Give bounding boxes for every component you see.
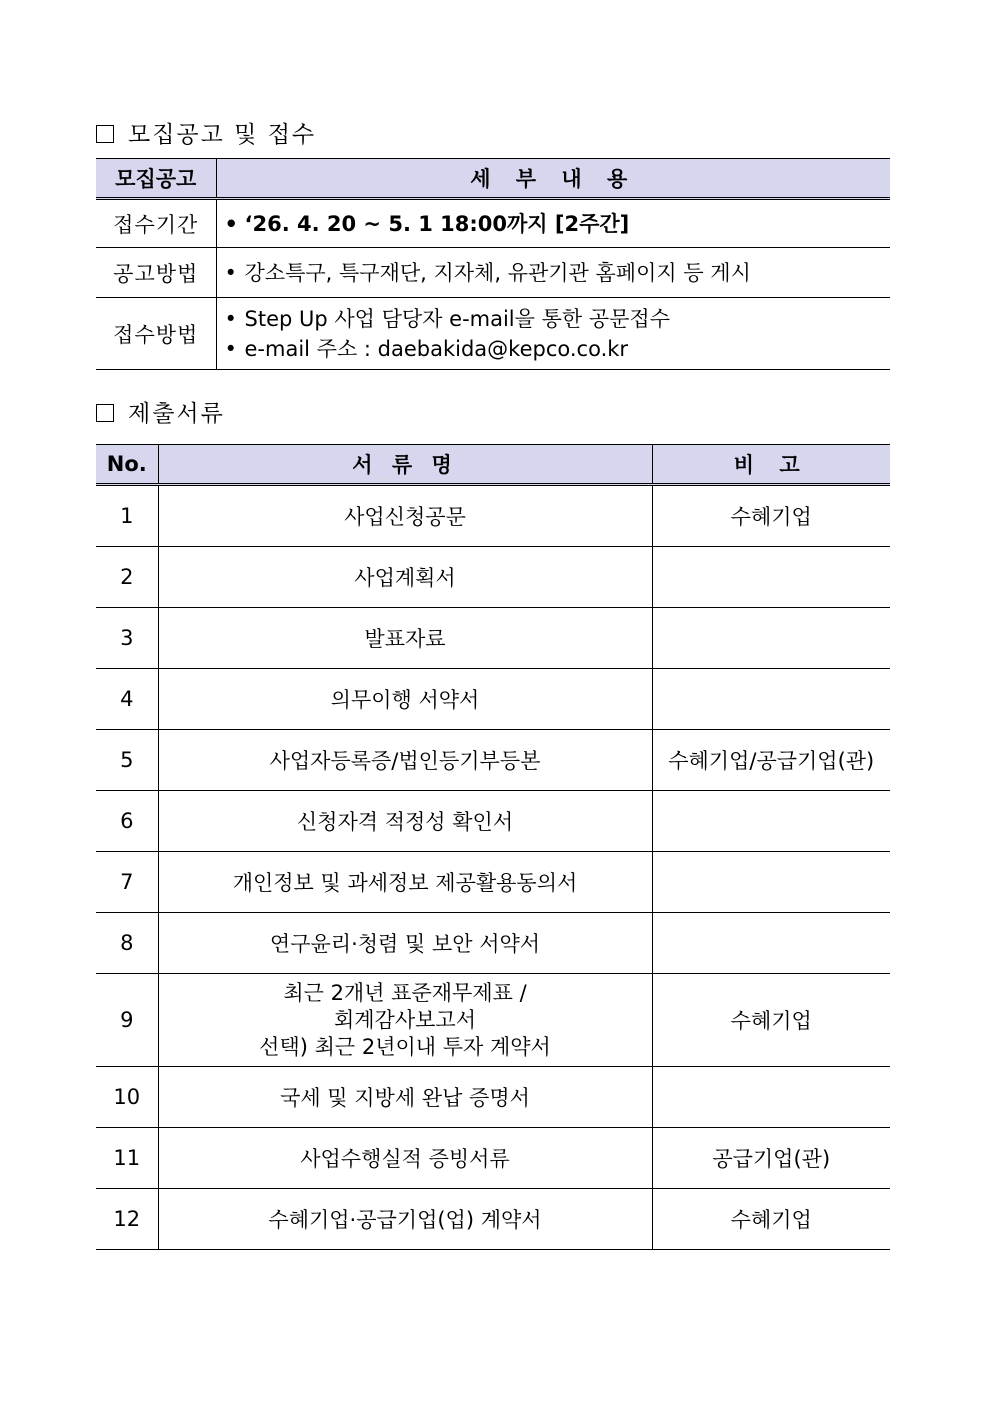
- row-no: 6: [96, 791, 158, 852]
- doc-name-line: 최근 2개년 표준재무제표 /: [283, 980, 527, 1005]
- row-doc-name: 사업신청공문: [158, 485, 652, 547]
- table-header-row: [96, 445, 890, 485]
- table-header-row: [96, 159, 890, 199]
- bullet-icon: •: [224, 260, 237, 285]
- row-label: 공고방법: [96, 248, 216, 298]
- header-cell-note: 비 고: [652, 445, 890, 485]
- row-content: [216, 298, 890, 370]
- row-no: 2: [96, 547, 158, 608]
- row-no: 8: [96, 913, 158, 974]
- table-row: [96, 730, 890, 791]
- row-doc-name: 의무이행 서약서: [158, 669, 652, 730]
- header-cell-details: 세 부 내 용: [216, 159, 890, 199]
- row-note: [652, 547, 890, 608]
- table-row: [96, 913, 890, 974]
- row-no: 9: [96, 974, 158, 1067]
- row-note: [652, 791, 890, 852]
- table-row: [96, 547, 890, 608]
- checkbox-icon: [96, 125, 114, 143]
- row-content: [216, 248, 890, 298]
- row-doc-name: 신청자격 적정성 확인서: [158, 791, 652, 852]
- row-doc-name: [158, 974, 652, 1067]
- table-row: [96, 1128, 890, 1189]
- bullet-icon: •: [224, 211, 238, 236]
- row-no: 1: [96, 485, 158, 547]
- row-no: 4: [96, 669, 158, 730]
- row-no: 5: [96, 730, 158, 791]
- table-row: [96, 1189, 890, 1250]
- row-no: 11: [96, 1128, 158, 1189]
- row-doc-name: 국세 및 지방세 완납 증명서: [158, 1067, 652, 1128]
- bullet-icon: •: [224, 306, 237, 331]
- row-note: 수혜기업/공급기업(관): [652, 730, 890, 791]
- row-note: [652, 852, 890, 913]
- row-note: [652, 608, 890, 669]
- recruitment-table: [96, 158, 890, 370]
- row-text: ‘26. 4. 20 ~ 5. 1 18:00까지 [2주간]: [244, 211, 630, 236]
- table-row: [96, 669, 890, 730]
- table-row: [96, 298, 890, 370]
- section-title-text: 제출서류: [128, 401, 225, 427]
- section-title-recruitment: [96, 116, 316, 149]
- table-row: [96, 248, 890, 298]
- row-doc-name: 개인정보 및 과세정보 제공활용동의서: [158, 852, 652, 913]
- table-row: [96, 199, 890, 248]
- documents-table: [96, 444, 890, 1250]
- row-no: 10: [96, 1067, 158, 1128]
- row-doc-name: 사업계획서: [158, 547, 652, 608]
- table-row: [96, 974, 890, 1067]
- table-row: [96, 791, 890, 852]
- row-doc-name: 사업자등록증/법인등기부등본: [158, 730, 652, 791]
- row-text: 강소특구, 특구재단, 지자체, 유관기관 홈페이지 등 게시: [244, 260, 751, 285]
- row-text: Step Up 사업 담당자 e-mail을 통한 공문접수: [244, 306, 670, 331]
- row-doc-name: 사업수행실적 증빙서류: [158, 1128, 652, 1189]
- header-cell-doc-name: 서 류 명: [158, 445, 652, 485]
- row-doc-name: 연구윤리·청렴 및 보안 서약서: [158, 913, 652, 974]
- row-note: 수혜기업: [652, 485, 890, 547]
- row-no: 7: [96, 852, 158, 913]
- header-cell-no: No.: [96, 445, 158, 485]
- row-note: [652, 669, 890, 730]
- row-note: 수혜기업: [652, 1189, 890, 1250]
- section-title-text: 모집공고 및 접수: [128, 122, 317, 148]
- email-text: e-mail 주소 : daebakida@kepco.co.kr: [244, 336, 629, 361]
- table-row: [96, 1067, 890, 1128]
- table-row: [96, 852, 890, 913]
- row-note: 공급기업(관): [652, 1128, 890, 1189]
- row-doc-name: 수혜기업·공급기업(업) 계약서: [158, 1189, 652, 1250]
- header-cell-category: 모집공고: [96, 159, 216, 199]
- doc-name-line: 회계감사보고서: [333, 1007, 476, 1032]
- row-no: 3: [96, 608, 158, 669]
- row-doc-name: 발표자료: [158, 608, 652, 669]
- row-note: [652, 913, 890, 974]
- section-title-documents: [96, 395, 225, 428]
- row-no: 12: [96, 1189, 158, 1250]
- table-row: [96, 608, 890, 669]
- bullet-icon: •: [224, 336, 237, 361]
- row-note: [652, 1067, 890, 1128]
- table-row: [96, 485, 890, 547]
- row-note: 수혜기업: [652, 974, 890, 1067]
- row-content: [216, 199, 890, 248]
- row-label: 접수기간: [96, 199, 216, 248]
- row-label: 접수방법: [96, 298, 216, 370]
- doc-name-line: 선택) 최근 2년이내 투자 계약서: [259, 1034, 551, 1059]
- checkbox-icon: [96, 404, 114, 422]
